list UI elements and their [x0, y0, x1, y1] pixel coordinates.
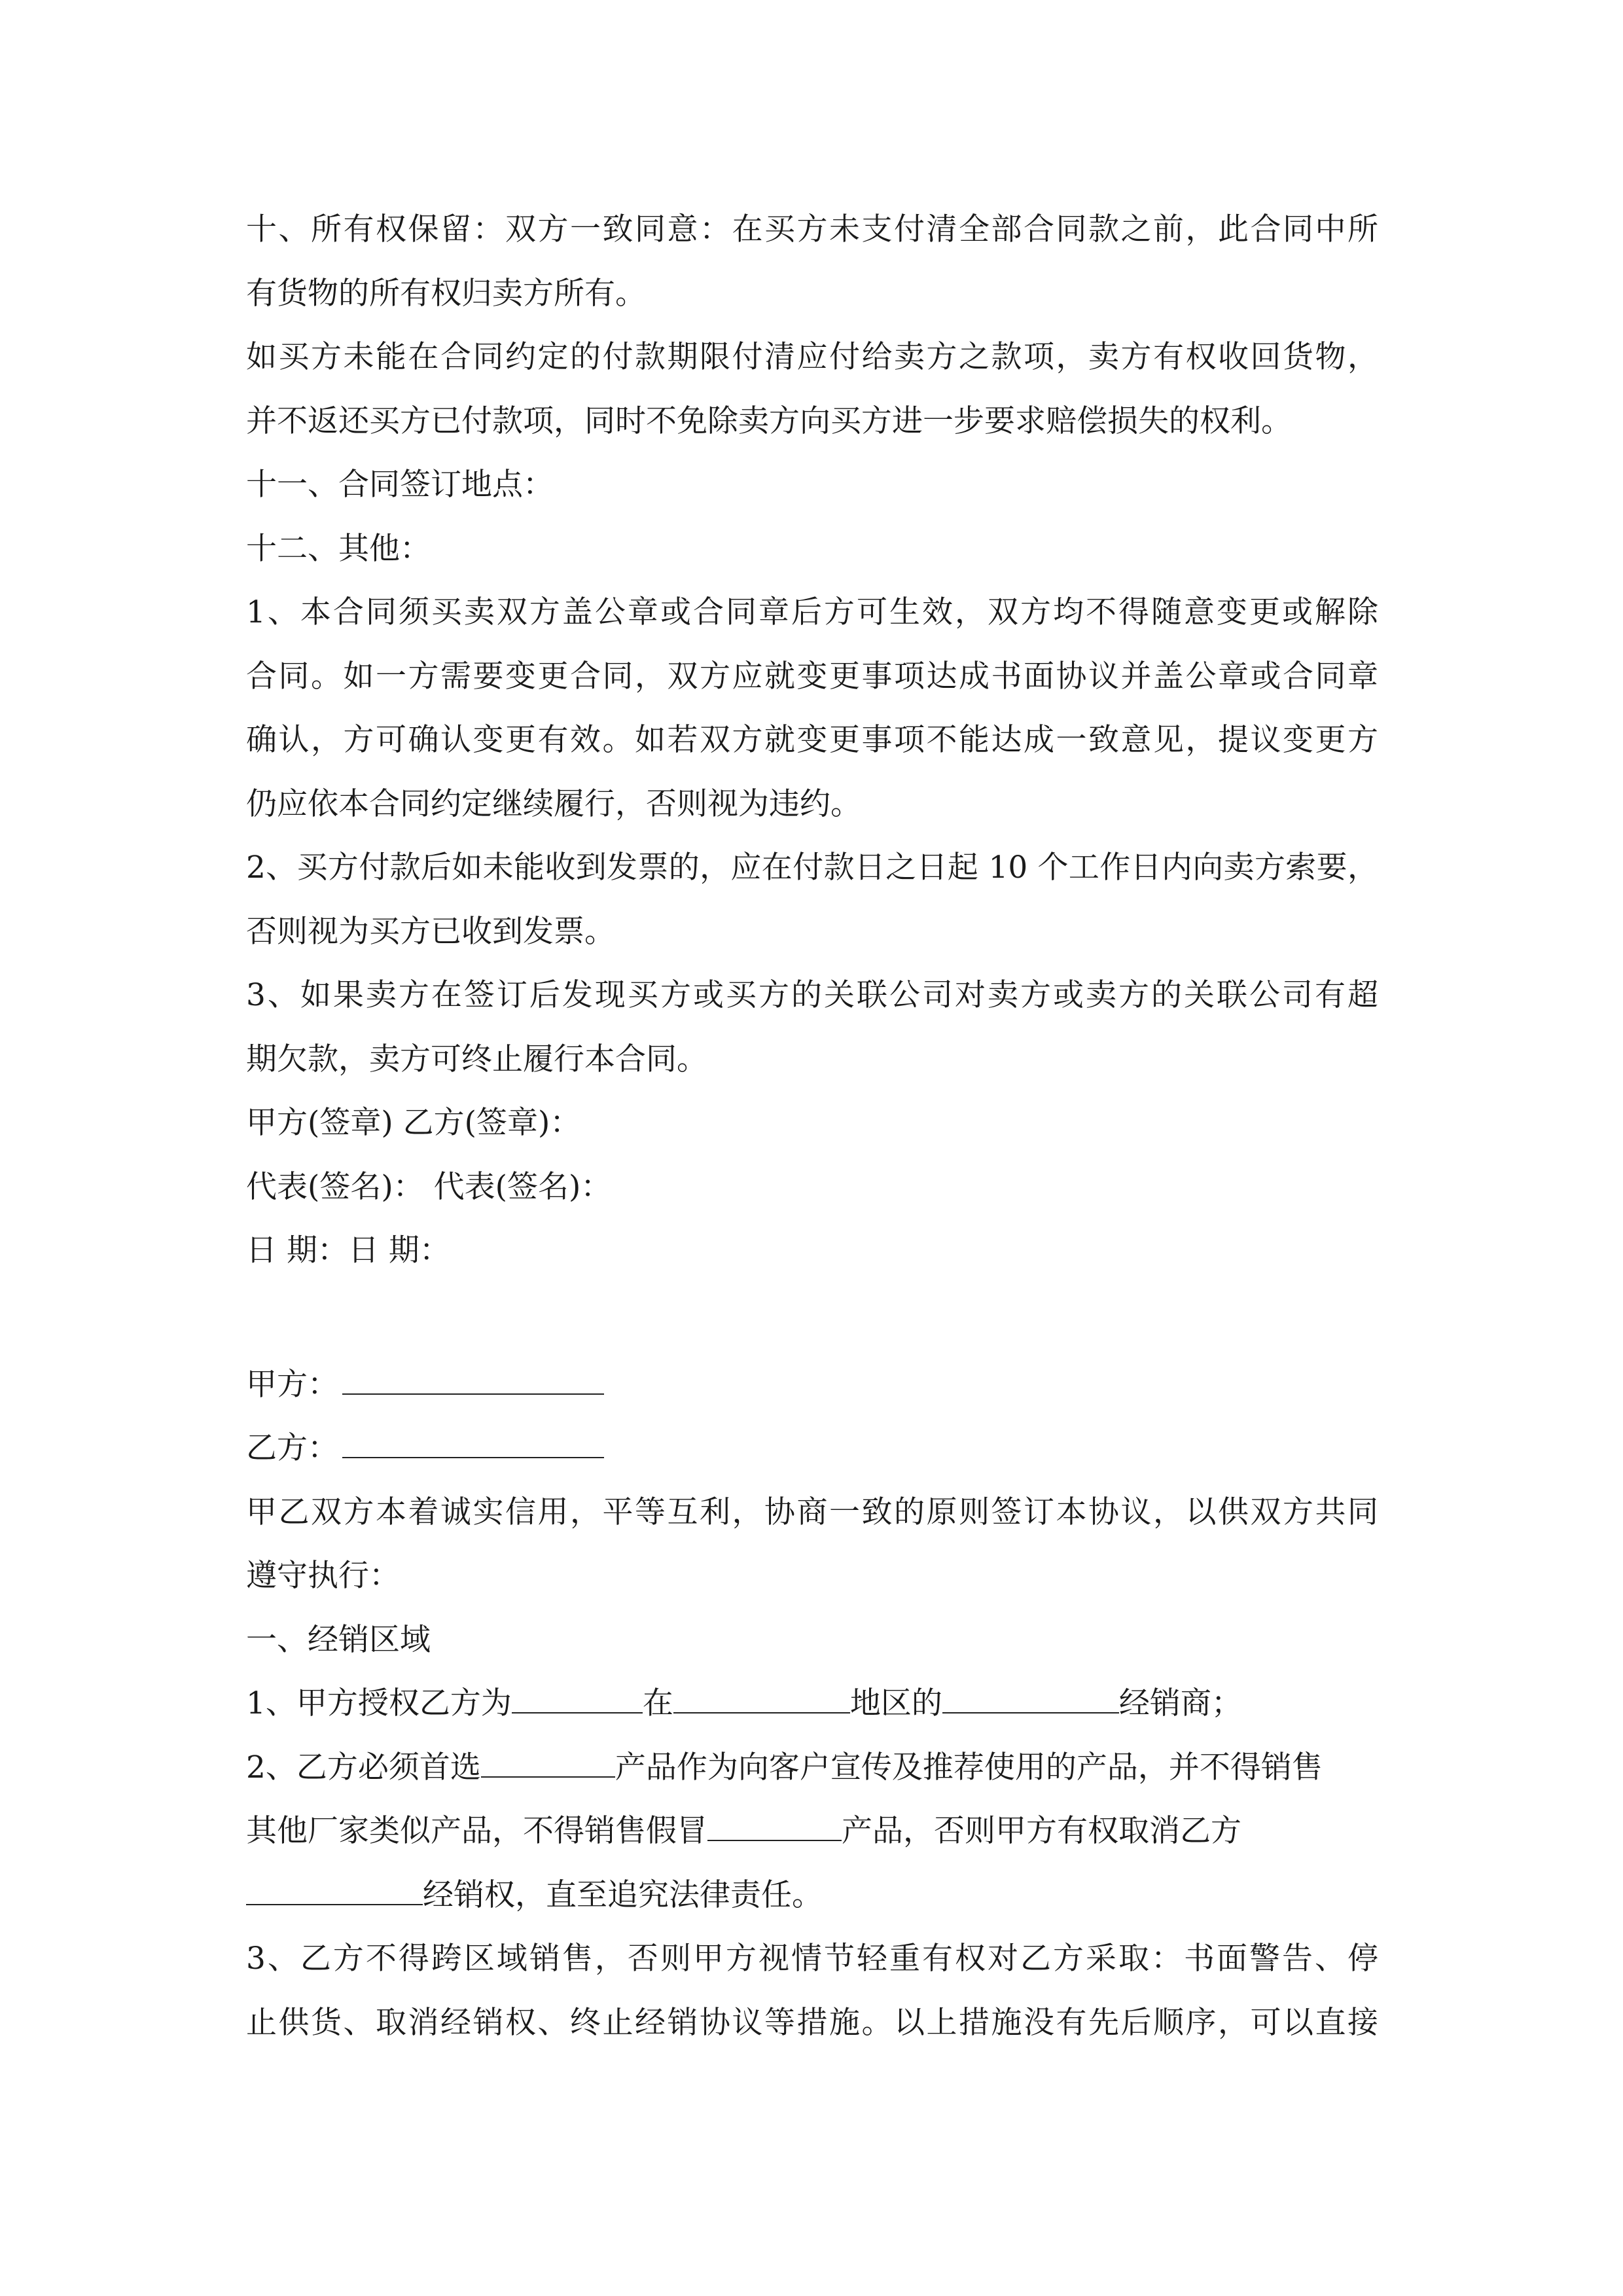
clause-10-line-1: 十、所有权保留：双方一致同意：在买方未支付清全部合同款之前，此合同中所: [246, 211, 1378, 247]
section-1-item-3-line-2: 止供货、取消经销权、终止经销协议等措施。以上措施没有先后顺序，可以直接: [246, 2004, 1378, 2041]
item-2-text-b: 产品作为向客户宣传及推荐使用的产品，并不得销售: [615, 1749, 1323, 1785]
item-1-text-d: 经销商；: [1118, 1685, 1242, 1721]
other-2-line-1: 2、买方付款后如未能收到发票的，应在付款日之日起 10 个工作日内向卖方索要，: [246, 850, 1378, 886]
party-b-label: 乙方：: [246, 1430, 338, 1466]
section-1-item-1: [246, 1672, 1378, 1736]
document-page: [246, 198, 1378, 2054]
party-b-line: [246, 1416, 1378, 1480]
section-1-item-3-line-1: 3、乙方不得跨区域销售，否则甲方视情节轻重有权对乙方采取：书面警告、停: [246, 1941, 1378, 1977]
clause-11: 十一、合同签订地点：: [246, 467, 554, 503]
item-1-text-c: 地区的: [849, 1685, 942, 1721]
item-2-text-d: 产品，否则甲方有权取消乙方: [842, 1813, 1241, 1849]
clause-10-line-2: 有货物的所有权归卖方所有。: [246, 275, 646, 312]
item-1-text-b: 在: [642, 1685, 673, 1721]
dealership-blank[interactable]: [246, 1878, 423, 1905]
party-a-label: 甲方：: [246, 1366, 338, 1403]
item-2-text-c: 其他厂家类似产品，不得销售假冒: [246, 1813, 707, 1849]
region-blank[interactable]: [673, 1686, 850, 1713]
section-1-item-2-line-2: [246, 1799, 1378, 1863]
party-a-line: [246, 1353, 1378, 1417]
counterfeit-product-blank[interactable]: [707, 1814, 842, 1841]
product-blank[interactable]: [481, 1750, 615, 1778]
signature-date-line: 日 期：日 期：: [246, 1232, 450, 1268]
signature-seal-line: 甲方(签章) 乙方(签章)：: [246, 1105, 581, 1141]
section-gap: [246, 1283, 1378, 1353]
other-1-line-1: 1、本合同须买卖双方盖公章或合同章后方可生效，双方均不得随意变更或解除: [246, 594, 1378, 630]
other-1-line-3: 确认，方可确认变更有效。如若双方就变更事项不能达成一致意见，提议变更方: [246, 722, 1378, 758]
signature-rep-line: 代表(签名)： 代表(签名)：: [246, 1168, 612, 1205]
intro-line-1: 甲乙双方本着诚实信用，平等互利，协商一致的原则签订本协议，以供双方共同: [246, 1494, 1378, 1530]
other-1-line-2: 合同。如一方需要变更合同，双方应就变更事项达成书面协议并盖公章或合同章: [246, 658, 1378, 694]
item-2-text-a: 2、乙方必须首选: [246, 1749, 481, 1785]
clause-10b-line-1: 如买方未能在合同约定的付款期限付清应付给卖方之款项，卖方有权收回货物，: [246, 339, 1378, 375]
item-1-text-a: 1、甲方授权乙方为: [246, 1685, 512, 1721]
other-2-line-2: 否则视为买方已收到发票。: [246, 913, 615, 950]
other-3-line-1: 3、如果卖方在签订后发现买方或买方的关联公司对卖方或卖方的关联公司有超: [246, 977, 1378, 1013]
section-1-item-2-line-1: [246, 1736, 1378, 1800]
intro-line-2: 遵守执行：: [246, 1558, 400, 1594]
party-b-blank[interactable]: [342, 1431, 604, 1458]
party-a-blank[interactable]: [342, 1367, 604, 1395]
clause-10b-line-2: 并不返还买方已付款项，同时不免除卖方向买方进一步要求赔偿损失的权利。: [246, 403, 1292, 439]
other-1-line-4: 仍应依本合同约定继续履行，否则视为违约。: [246, 785, 861, 822]
clause-12: 十二、其他：: [246, 530, 431, 567]
item-2-text-e: 经销权，直至追究法律责任。: [423, 1876, 823, 1913]
dealer-blank[interactable]: [512, 1686, 643, 1713]
section-1-title: 一、经销区域: [246, 1621, 431, 1658]
other-3-line-2: 期欠款，卖方可终止履行本合同。: [246, 1041, 707, 1077]
dealer-type-blank[interactable]: [942, 1686, 1119, 1713]
section-1-item-2-line-3: [246, 1863, 1378, 1928]
